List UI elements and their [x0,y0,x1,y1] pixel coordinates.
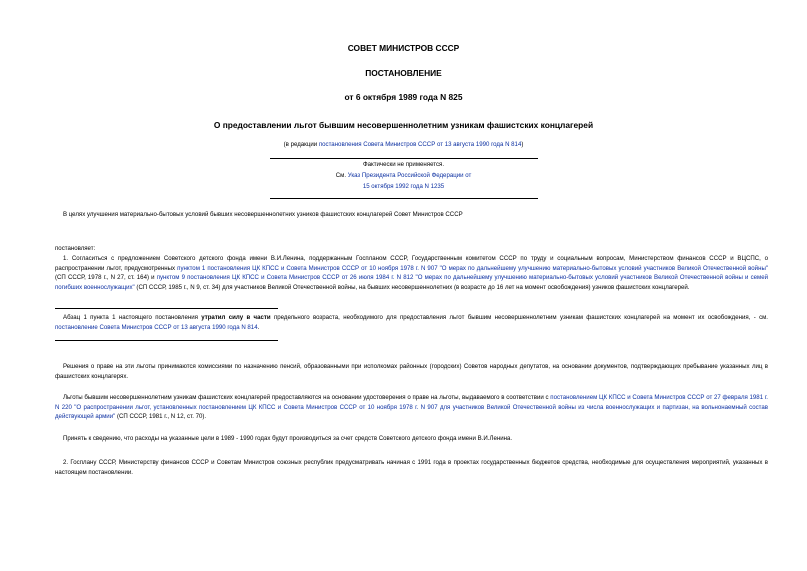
document-title: О предоставлении льгот бывшим несовершеннолетним узникам фашистских концлагерей [213,120,594,130]
p3-text-b: (СП СССР, 1981 г., N 12, ст. 70). [115,413,207,421]
paragraph-4: Принять к сведению, что расходы на указанные цели в 1989 - 1990 годах будут производиться за счет средств Советского детского фонда имени В.И.Ленина. [63,435,513,442]
p1-text-b: (СП СССР, 1978 г., N 27, ст. 164) и [55,274,157,282]
paragraph-3 [55,393,768,422]
box-bottom-rule [270,198,538,199]
p1-text-c: (СП СССР, 1985 г., N 9, ст. 34) для участников Великой Отечественной войны, на бывших несовершеннолетних (в возрасте до 16 лет на момент освобождения) узников фашистских концлагерей. [134,283,690,291]
edition-note [0,141,807,148]
note-link[interactable]: постановление Совета Министров СССР от 13 августа 1990 года N 814 [55,323,258,331]
see-line-2 [0,183,807,190]
paragraph-2: Решения о праве на эти льготы принимаются комиссиями по назначению пенсий, образованными при исполкомах районных (городских) Советов народных депутатов, на основании документов, подтверждающих пребывание указанных лиц в фашистских концлагерях. [55,363,768,380]
note-text-b: предельного возраста, необходимого для предоставления льгот бывшим несовершеннолетним узникам фашистских концлагерей на момент их освобождения, - см. [270,314,769,321]
note-text-a: Абзац 1 пункта 1 настоящего постановления [63,314,202,321]
p1-text-a: 1. Согласиться с предложением Советского детского фонда имени В.И.Ленина, поддержанным Госпланом СССР, Государственным комитетом СССР по труду и социальным вопросам, Министерством финансов СССР и ВЦСПС, о распространении льгот, предусмотренных [55,255,768,272]
p3-link[interactable]: постановлением ЦК КПСС и Совета Министров СССР от 27 февраля 1981 г. N 220 "О распространении льгот, установленных постановлением ЦК КПСС и Совета Министров СССР от 10 ноября 1978 г. N 907 для участников Великой Отечественной войны из числа военнослужащих и партизан, на вольнонаемный состав действующей армии" [55,394,768,421]
edition-prefix: (в редакции [283,141,319,148]
paragraph-5: 2. Госплану СССР, Министерству финансов СССР и Советам Министров союзных республик предусматривать начиная с 1991 года в проектах государственных бюджетов средства, необходимые для осуществления мероприятий, указанных в настоящем постановлении. [55,459,768,476]
p1-link-2[interactable]: пунктом 9 постановления ЦК КПСС и Совета Министров СССР от 26 июля 1984 г. N 812 "О мерах по дальнейшему улучшению материально-бытовых условий участников Великой Отечественной войны и семей погибших военнослужащих" [55,274,768,291]
box-top-rule [270,158,538,159]
see-prefix: См. [335,172,348,179]
paragraph-1 [55,254,768,292]
edition-suffix: ) [521,141,524,148]
date-number-heading: от 6 октября 1989 года N 825 [344,92,463,102]
note-text-c: . [257,323,260,331]
decree-link-part1[interactable]: Указ Президента Российской Федерации от [347,172,472,179]
p3-text-a: Льготы бывшим несовершеннолетним узникам фашистских концлагерей предоставляются на основании удостоверения о праве на льготы, выдаваемого в соответствии с [63,394,551,401]
decree-word: постановляет: [55,245,96,252]
amendment-note [55,313,768,332]
note-top-rule [55,308,278,309]
status-line: Фактически не применяется. [362,161,445,168]
note-bold: утратил силу в части [201,314,271,321]
see-line [0,172,807,179]
org-heading: СОВЕТ МИНИСТРОВ СССР [347,43,460,53]
intro-paragraph: В целях улучшения материально-бытовых условий бывших несовершеннолетних узников фашистских концлагерей Совет Министров СССР [63,211,463,218]
p1-link-1[interactable]: пунктом 1 постановления ЦК КПСС и Совета Министров СССР от 10 ноября 1978 г. N 907 "О мерах по дальнейшему улучшению материально-бытовых условий участников Великой Отечественной войны" [177,264,768,272]
doctype-heading: ПОСТАНОВЛЕНИЕ [365,68,442,78]
edition-link[interactable]: постановления Совета Министров СССР от 13 августа 1990 года N 814 [318,141,522,148]
note-bottom-rule [55,340,278,341]
decree-link-part2[interactable]: 15 октября 1992 года N 1235 [362,183,445,190]
